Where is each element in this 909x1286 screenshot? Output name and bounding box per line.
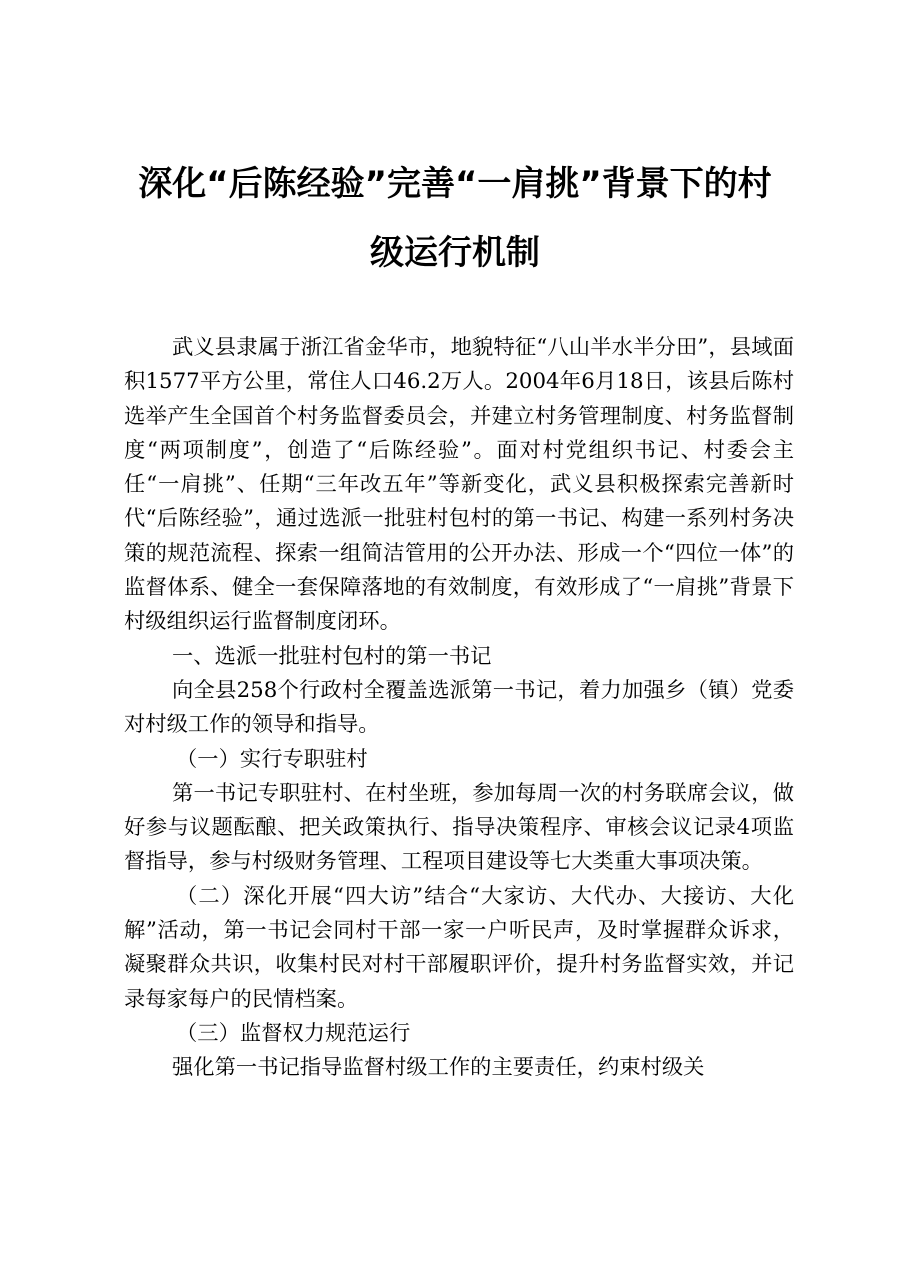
subsection-3-paragraph: 强化第一书记指导监督村级工作的主要责任，约束村级关 [172, 1055, 705, 1081]
intro-paragraph: 武义县隶属于浙江省金华市，地貌特征“八山半水半分田”，县域面积1577平方公里，常住人口46.2万人。2004年6月18日，该县后陈村选举产生全国首个村务监督委员会，并建立村务管理制度、村务监督制度“两项制度”，创造了“后陈经验”。面对村党组织书记、村委会主任“一肩挑”、任期“三年改五年”等新变化，武义县积极探索完善新时代“后陈经验”，通过选派一批驻村包村的第一书记、构建一系列村务决策的规范流程、探索一组简洁管用的公开办法、形成一个“四位一体”的监督体系、健全一套保障落地的有效制度，有效形成了“一肩挑”背景下村级组织运行监督制度闭环。 [124, 335, 794, 635]
subsection-2-paragraph: （二）深化开展“四大访”结合“大家访、大代办、大接访、大化解”活动，第一书记会同村干部一家一户听民声，及时掌握群众诉求，凝聚群众共识，收集村民对村干部履职评价，提升村务监督实效，并记录每家每户的民情档案。 [124, 883, 794, 1012]
section-1-paragraph: 向全县258个行政村全覆盖选派第一书记，着力加强乡（镇）党委对村级工作的领导和指导。 [124, 677, 794, 738]
subsection-1-heading: （一）实行专职驻村 [176, 746, 368, 772]
subsection-3-heading: （三）监督权力规范运行 [176, 1020, 411, 1046]
section-1-heading: 一、选派一批驻村包村的第一书记 [172, 643, 492, 669]
document-body [124, 331, 794, 1086]
document-title-line-2: 级运行机制 [370, 233, 540, 273]
document-title-line-1: 深化“后陈经验”完善“一肩挑”背景下的村 [138, 164, 772, 204]
subsection-1-paragraph: 第一书记专职驻村、在村坐班，参加每周一次的村务联席会议，做好参与议题酝酿、把关政策执行、指导决策程序、审核会议记录4项监督指导，参与村级财务管理、工程项目建设等七大类重大事项决策。 [124, 780, 794, 875]
